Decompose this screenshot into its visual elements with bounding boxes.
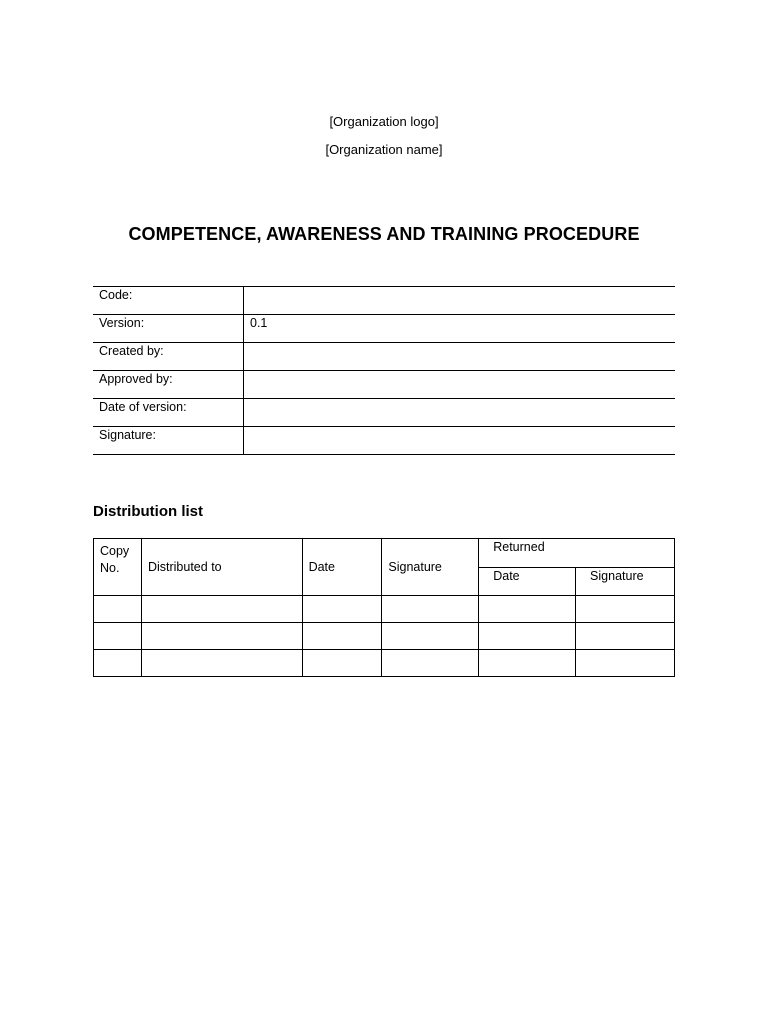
date-of-version-label: Date of version: xyxy=(93,399,244,427)
table-row xyxy=(93,343,675,371)
approved-by-value xyxy=(244,371,676,399)
returned-date-header: Date xyxy=(479,568,576,596)
code-label: Code: xyxy=(93,287,244,315)
date-of-version-value xyxy=(244,399,676,427)
copy-no-header: Copy No. xyxy=(94,539,142,596)
table-cell xyxy=(479,596,576,623)
table-cell xyxy=(302,596,382,623)
organization-logo-placeholder: [Organization logo] xyxy=(329,114,439,129)
code-value xyxy=(244,287,676,315)
table-cell xyxy=(302,623,382,650)
approved-by-label: Approved by: xyxy=(93,371,244,399)
table-row xyxy=(93,399,675,427)
table-row xyxy=(93,427,675,455)
table-cell xyxy=(382,623,479,650)
table-row xyxy=(93,371,675,399)
table-cell xyxy=(141,623,302,650)
document-metadata-table xyxy=(93,286,675,455)
version-label: Version: xyxy=(93,315,244,343)
distribution-list-table xyxy=(93,538,675,677)
table-cell xyxy=(302,650,382,677)
created-by-label: Created by: xyxy=(93,343,244,371)
table-row xyxy=(93,287,675,315)
distribution-list-heading: Distribution list xyxy=(93,503,203,520)
returned-signature-header: Signature xyxy=(576,568,675,596)
table-row xyxy=(94,650,675,677)
table-cell xyxy=(576,650,675,677)
date-header: Date xyxy=(302,539,382,596)
returned-header: Returned xyxy=(479,539,675,568)
signature-label: Signature: xyxy=(93,427,244,455)
table-row xyxy=(94,596,675,623)
distributed-to-header: Distributed to xyxy=(141,539,302,596)
table-cell xyxy=(576,623,675,650)
version-value: 0.1 xyxy=(244,315,676,343)
table-cell xyxy=(141,650,302,677)
signature-value xyxy=(244,427,676,455)
created-by-value xyxy=(244,343,676,371)
table-cell xyxy=(479,623,576,650)
table-cell xyxy=(576,596,675,623)
table-cell xyxy=(479,650,576,677)
document-title: COMPETENCE, AWARENESS AND TRAINING PROCEDURE xyxy=(128,224,640,244)
table-header-row xyxy=(94,539,675,568)
table-cell xyxy=(94,650,142,677)
organization-name-placeholder: [Organization name] xyxy=(325,142,443,157)
table-cell xyxy=(382,650,479,677)
table-row xyxy=(93,315,675,343)
table-cell xyxy=(141,596,302,623)
table-cell xyxy=(94,623,142,650)
signature-header: Signature xyxy=(382,539,479,596)
table-cell xyxy=(382,596,479,623)
table-cell xyxy=(94,596,142,623)
table-row xyxy=(94,623,675,650)
